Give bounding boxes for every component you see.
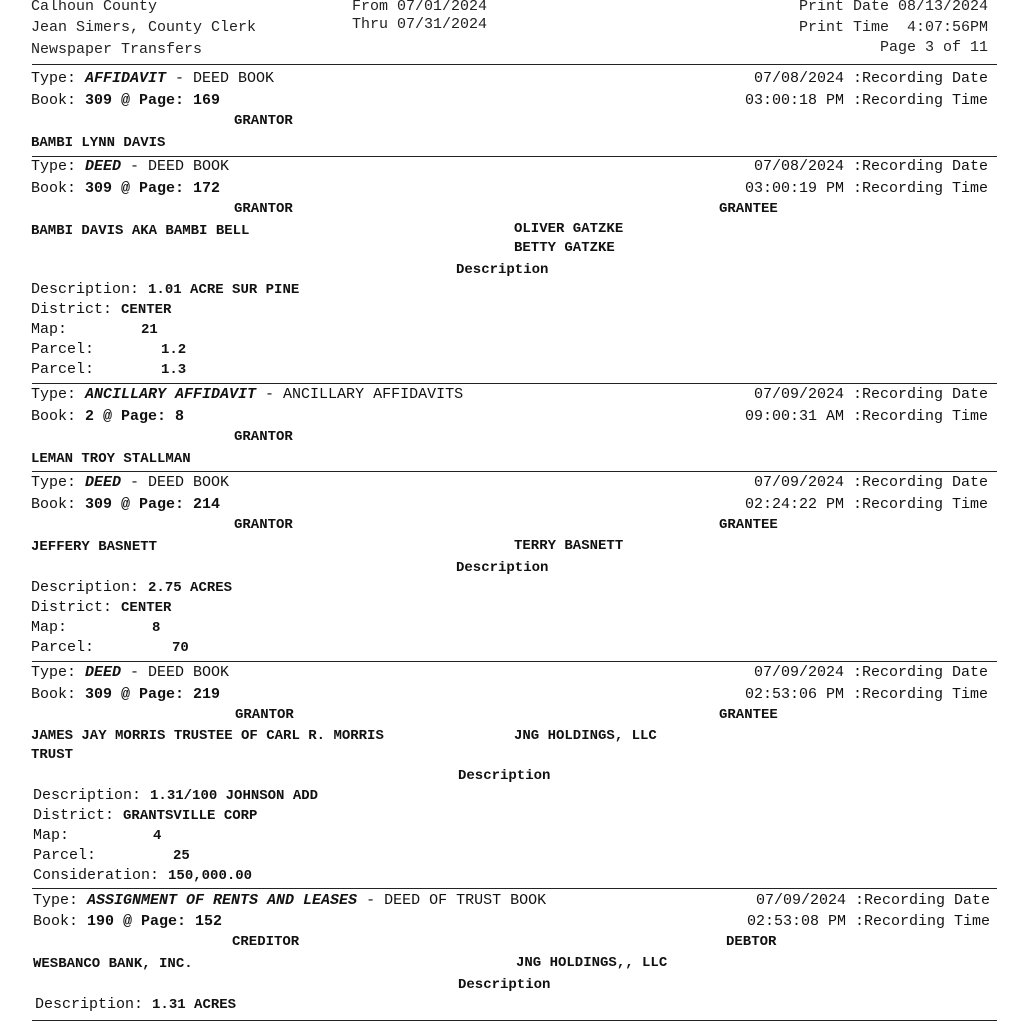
description-heading: Description: [456, 560, 549, 576]
district-line: District: CENTER: [31, 599, 172, 616]
recording-date: 07/09/2024 :Recording Date: [753, 664, 988, 681]
book-page-line: Book: 309 @ Page: 169: [31, 92, 221, 109]
print-time: Print Time 4:07:56PM: [798, 19, 988, 36]
divider: [32, 471, 997, 472]
district-line: District: CENTER: [31, 301, 172, 318]
book-page-line: Book: 309 @ Page: 172: [31, 180, 221, 197]
grantor-name: LEMAN TROY STALLMAN: [31, 451, 191, 467]
recording-time: 02:24:22 PM :Recording Time: [744, 496, 988, 513]
parcel-label: Parcel:: [33, 847, 97, 864]
date-from: From 07/01/2024: [352, 0, 488, 15]
grantor-heading: GRANTOR: [235, 707, 294, 723]
description-line: Description: 1.31 ACRES: [35, 996, 237, 1013]
debtor-name: JNG HOLDINGS,, LLC: [516, 955, 668, 971]
grantee-heading: GRANTEE: [719, 201, 778, 217]
recording-time: 09:00:31 AM :Recording Time: [744, 408, 988, 425]
creditor-heading: CREDITOR: [232, 934, 300, 950]
page-number: Page 3 of 11: [879, 39, 988, 56]
map-label: Map:: [31, 619, 68, 636]
consideration-line: Consideration: 150,000.00: [33, 867, 253, 884]
grantor-name: BAMBI LYNN DAVIS: [31, 135, 166, 151]
divider: [32, 383, 997, 384]
book-page-line: Book: 309 @ Page: 219: [31, 686, 221, 703]
divider: [32, 156, 997, 157]
grantor-name: JEFFERY BASNETT: [31, 539, 158, 555]
parcel-label: Parcel:: [31, 341, 95, 358]
description-heading: Description: [456, 262, 549, 278]
grantee-heading: GRANTEE: [719, 517, 778, 533]
district-line: District: GRANTSVILLE CORP: [33, 807, 258, 824]
map-value: 8: [152, 620, 161, 636]
parcel-value: 25: [173, 848, 190, 864]
recording-date: 07/08/2024 :Recording Date: [753, 70, 988, 87]
recording-time: 02:53:08 PM :Recording Time: [746, 913, 990, 930]
description-line: Description: 2.75 ACRES: [31, 579, 233, 596]
parcel-value: 1.2: [161, 342, 187, 358]
grantor-heading: GRANTOR: [234, 201, 293, 217]
grantor-name: BAMBI DAVIS AKA BAMBI BELL: [31, 223, 250, 239]
recording-date: 07/09/2024 :Recording Date: [753, 474, 988, 491]
description-line: Description: 1.01 ACRE SUR PINE: [31, 281, 300, 298]
date-thru: Thru 07/31/2024: [352, 16, 488, 33]
record-type-line: Type: DEED - DEED BOOK: [31, 474, 230, 491]
description-line: Description: 1.31/100 JOHNSON ADD: [33, 787, 319, 804]
grantor-heading: GRANTOR: [234, 517, 293, 533]
record-type-line: Type: ASSIGNMENT OF RENTS AND LEASES - DEED OF TRUST BOOK: [33, 892, 547, 909]
report-title: Newspaper Transfers: [31, 41, 203, 58]
grantee-heading: GRANTEE: [719, 707, 778, 723]
county-name: Calhoun County: [31, 0, 158, 15]
divider: [32, 888, 997, 889]
map-value: 21: [141, 322, 158, 338]
divider: [32, 661, 997, 662]
recording-date: 07/09/2024 :Recording Date: [755, 892, 990, 909]
grantor-heading: GRANTOR: [234, 429, 293, 445]
record-type-line: Type: DEED - DEED BOOK: [31, 158, 230, 175]
map-label: Map:: [33, 827, 70, 844]
grantee-name: JNG HOLDINGS, LLC: [514, 728, 657, 744]
parcel-value: 70: [172, 640, 189, 656]
county-clerk: Jean Simers, County Clerk: [31, 19, 257, 36]
record-type-line: Type: AFFIDAVIT - DEED BOOK: [31, 70, 275, 87]
recording-date: 07/09/2024 :Recording Date: [753, 386, 988, 403]
recording-time: 02:53:06 PM :Recording Time: [744, 686, 988, 703]
map-label: Map:: [31, 321, 68, 338]
recording-time: 03:00:19 PM :Recording Time: [744, 180, 988, 197]
grantor-name: TRUST: [31, 747, 74, 763]
print-date: Print Date 08/13/2024: [798, 0, 988, 15]
book-page-line: Book: 190 @ Page: 152: [33, 913, 223, 930]
grantor-name: JAMES JAY MORRIS TRUSTEE OF CARL R. MORRIS: [31, 728, 384, 744]
record-type-line: Type: DEED - DEED BOOK: [31, 664, 230, 681]
recording-time: 03:00:18 PM :Recording Time: [744, 92, 988, 109]
book-page-line: Book: 2 @ Page: 8: [31, 408, 185, 425]
map-value: 4: [153, 828, 162, 844]
description-heading: Description: [458, 977, 551, 993]
record-type-line: Type: ANCILLARY AFFIDAVIT - ANCILLARY AFFIDAVITS: [31, 386, 464, 403]
divider: [32, 1020, 997, 1021]
parcel-label: Parcel:: [31, 361, 95, 378]
recording-date: 07/08/2024 :Recording Date: [753, 158, 988, 175]
grantee-name: TERRY BASNETT: [514, 538, 624, 554]
parcel-label: Parcel:: [31, 639, 95, 656]
grantee-name: OLIVER GATZKE: [514, 221, 624, 237]
grantor-heading: GRANTOR: [234, 113, 293, 129]
divider: [32, 64, 997, 65]
description-heading: Description: [458, 768, 551, 784]
book-page-line: Book: 309 @ Page: 214: [31, 496, 221, 513]
parcel-value: 1.3: [161, 362, 187, 378]
debtor-heading: DEBTOR: [726, 934, 777, 950]
creditor-name: WESBANCO BANK, INC.: [33, 956, 193, 972]
grantee-name: BETTY GATZKE: [514, 240, 615, 256]
